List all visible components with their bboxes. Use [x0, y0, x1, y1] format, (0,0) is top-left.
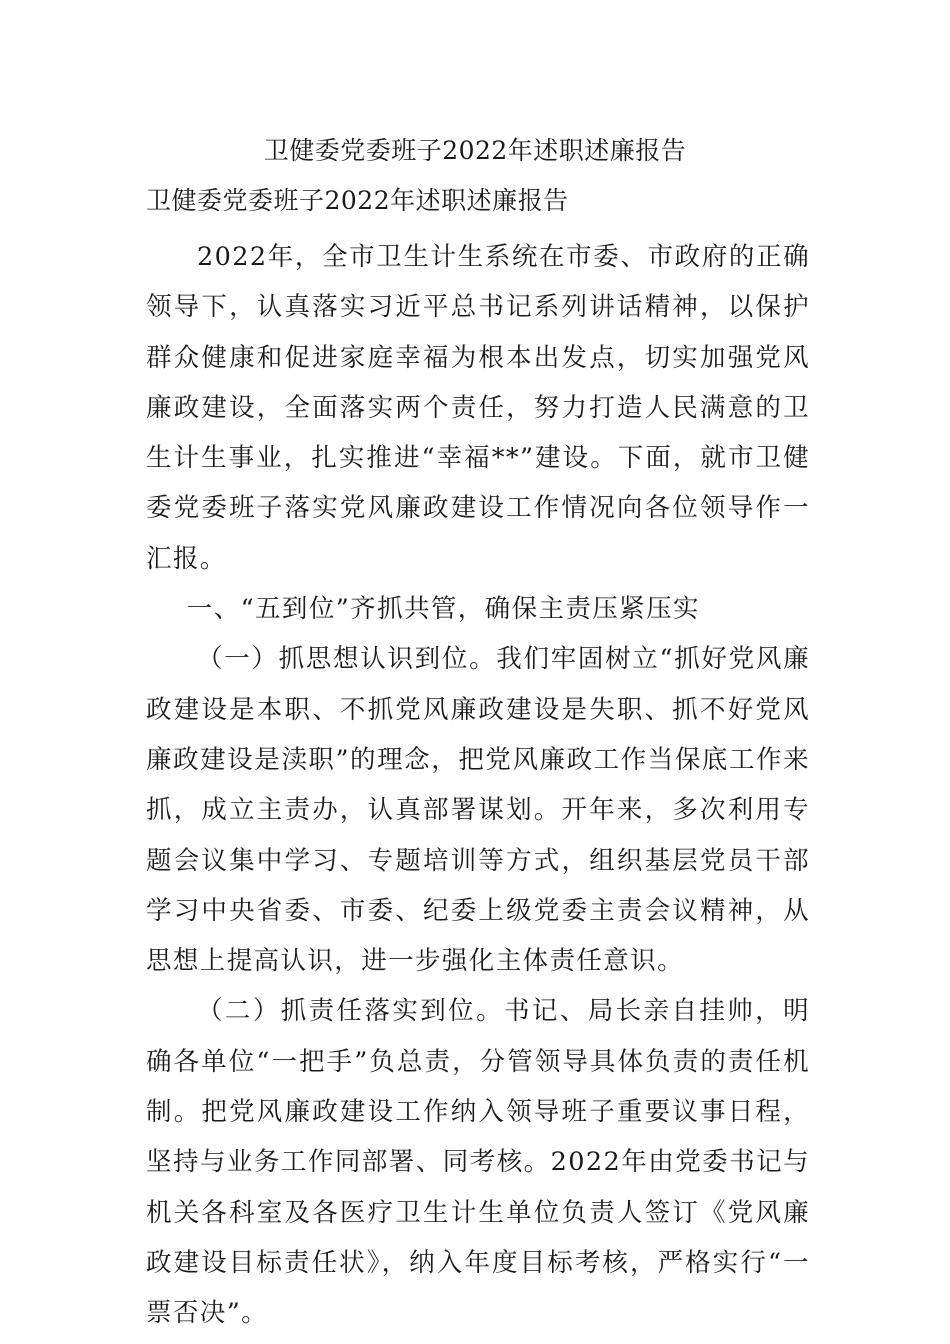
section-heading: 一、“五到位”齐抓共管，确保主责压紧压实	[186, 594, 700, 625]
document-title: 卫健委党委班子2022年述职述廉报告	[263, 136, 687, 165]
document-subtitle: 卫健委党委班子2022年述职述廉报告	[146, 186, 569, 215]
intro-paragraph: 2022年，全市卫生计生系统在市委、市政府的正确领导下，认真落实习近平总书记系列讲话精神，以保护群众健康和促进家庭幸福为根本出发点，切实加强党风廉政建设，全面落实两个责任，努力打造人民满意的卫生计生事业，扎实推进“幸福**”建设。下面，就市卫健委党委班子落实党风廉政建设工作情况向各位领导作一汇报。	[146, 242, 810, 574]
body-paragraph: （二）抓责任落实到位。书记、局长亲自挂帅，明确各单位“一把手”负总责，分管领导具体负责的责任机制。把党风廉政建设工作纳入领导班子重要议事日程，坚持与业务工作同部署、同考核。2022年由党委书记与机关各科室及各医疗卫生计生单位负责人签订《党风廉政建设目标责任状》，纳入年度目标考核，严格实行“一票否决”。	[146, 996, 810, 1329]
document-body	[146, 232, 810, 1339]
body-paragraph: （一）抓思想认识到位。我们牢固树立“抓好党风廉政建设是本职、不抓党风廉政建设是失职、抓不好党风廉政建设是渎职”的理念，把党风廉政工作当保底工作来抓，成立主责办，认真部署谋划。开年来，多次利用专题会议集中学习、专题培训等方式，组织基层党员干部学习中央省委、市委、纪委上级党委主责会议精神，从思想上提高认识，进一步强化主体责任意识。	[146, 644, 810, 977]
